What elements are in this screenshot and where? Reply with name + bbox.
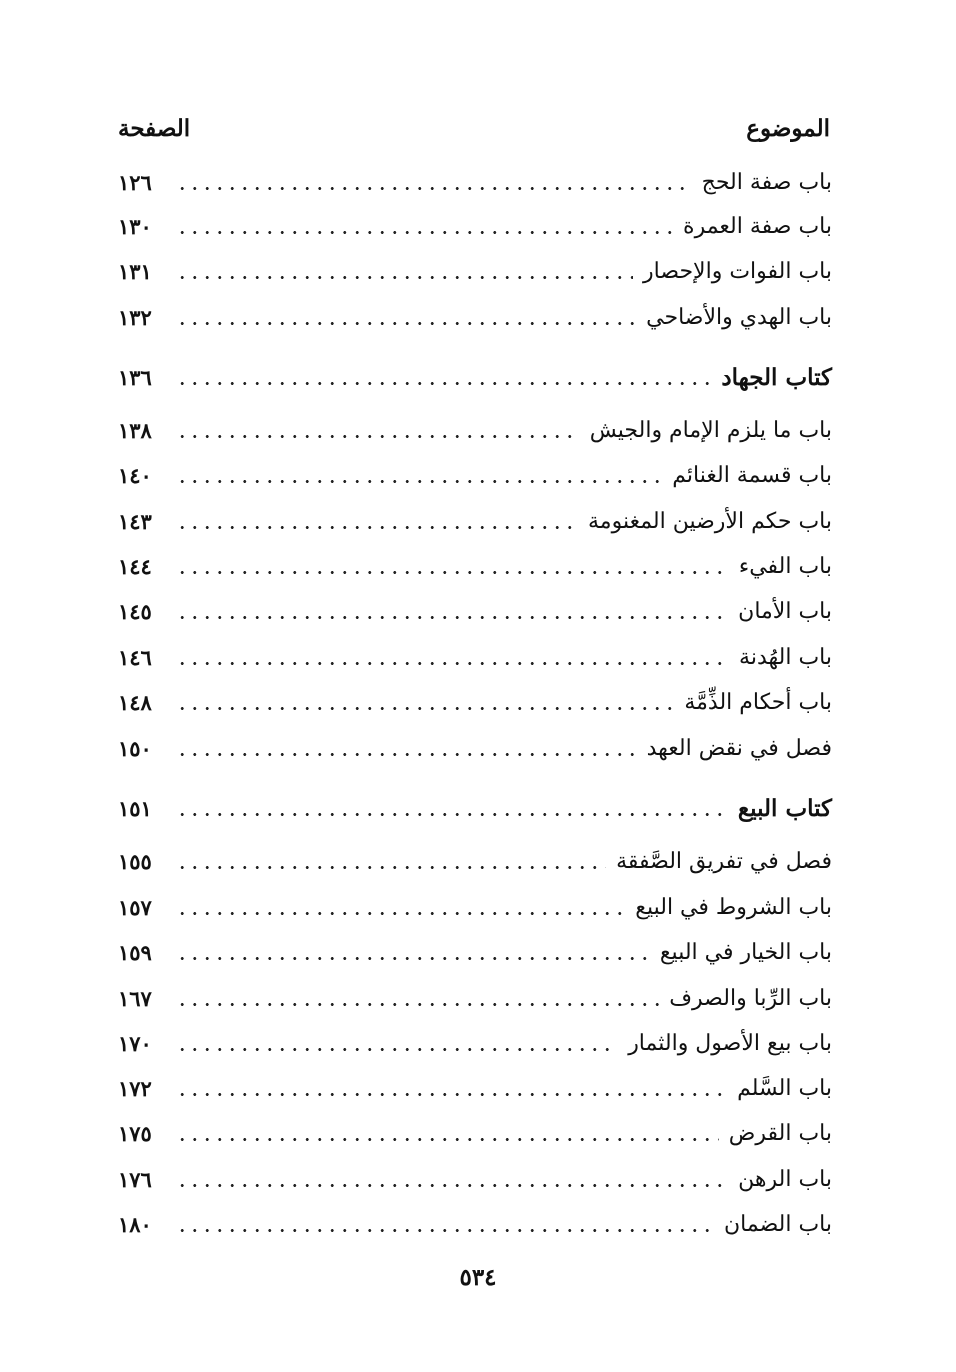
dot-leader (176, 276, 633, 279)
dot-leader (176, 480, 662, 483)
toc-entry-page: ١٥٠ (118, 735, 152, 761)
toc-entry-page: ١٣٢ (118, 304, 152, 330)
toc-entry (118, 251, 832, 291)
toc-entry-page: ١٢٦ (118, 169, 152, 195)
toc-entry-page: ١٣١ (118, 258, 152, 284)
toc-entry-page: ١٤٤ (118, 553, 152, 579)
dot-leader (176, 382, 711, 385)
dot-leader (176, 571, 729, 574)
toc-entry (118, 162, 832, 202)
dot-leader (176, 912, 625, 915)
toc-entry-title: باب الفيء (738, 553, 832, 579)
toc-entry-title: باب حكم الأرضين المغنومة (588, 508, 832, 534)
toc-entry (118, 206, 832, 246)
dot-leader (176, 187, 692, 190)
toc-entry (118, 1068, 832, 1108)
toc-entry (118, 501, 832, 541)
toc-entry-page: ١٧٥ (118, 1120, 152, 1146)
toc-entry-title: فصل في تفريق الصَّفقة (616, 848, 832, 874)
toc-entry-page: ١٥٩ (118, 939, 152, 965)
toc-entry-page: ١٤٣ (118, 508, 152, 534)
toc-entry-title: كتاب البيع (737, 794, 832, 822)
toc-entry (118, 887, 832, 927)
dot-leader (176, 753, 637, 756)
toc-book-heading (118, 357, 832, 397)
toc-entry (118, 932, 832, 972)
dot-leader (176, 707, 674, 710)
toc-book-heading (118, 788, 832, 828)
toc-entry-title: باب ما يلزم الإمام والجيش (589, 417, 832, 443)
toc-entry-title: باب السَّلم (737, 1075, 832, 1101)
toc-entry-page: ١٥٧ (118, 894, 152, 920)
dot-leader (176, 1184, 728, 1187)
toc-entry-page: ١٥٥ (118, 848, 152, 874)
toc-entry (118, 1159, 832, 1199)
toc-entry (118, 682, 832, 722)
dot-leader (176, 322, 636, 325)
toc-entry-page: ١٤٦ (118, 644, 152, 670)
page-number: ٥٣٤ (459, 1264, 497, 1291)
toc-entry-title: كتاب الجهاد (721, 363, 832, 391)
toc-entry-title: باب الرِّبا والصرف (669, 985, 832, 1011)
toc-entry (118, 1204, 832, 1244)
toc-entry (118, 978, 832, 1018)
toc-entry-page: ١٣٠ (118, 213, 152, 239)
dot-leader (176, 1093, 727, 1096)
toc-entry-title: باب الهُدنة (739, 644, 832, 670)
dot-leader (176, 526, 578, 529)
toc-entry (118, 841, 832, 881)
toc-entry-title: باب بيع الأصول والثمار (628, 1030, 832, 1056)
dot-leader (176, 1048, 618, 1051)
toc-entry-page: ١٧٢ (118, 1075, 152, 1101)
dot-leader (176, 1229, 714, 1232)
toc-entry-title: باب الشروط في البيع (635, 894, 832, 920)
toc-entry-page: ١٣٨ (118, 417, 152, 443)
toc-entry-title: فصل في نقض العهد (646, 735, 832, 761)
toc-entry-page: ١٤٠ (118, 462, 152, 488)
dot-leader (176, 616, 728, 619)
dot-leader (176, 231, 673, 234)
toc-entry-title: باب الفوات والإحصار (643, 258, 832, 284)
toc-entry (118, 1113, 832, 1153)
toc-entry-title: باب أحكام الذِّمَّة (684, 689, 832, 715)
dot-leader (176, 435, 580, 438)
toc-entry-title: باب الأمان (738, 598, 832, 624)
toc-entry (118, 297, 832, 337)
toc-entry (118, 546, 832, 586)
toc-entry (118, 728, 832, 768)
toc-entry-page: ١٤٥ (118, 598, 152, 624)
dot-leader (176, 1003, 659, 1006)
toc-entry (118, 455, 832, 495)
toc-entry-page: ١٧٠ (118, 1030, 152, 1056)
dot-leader (176, 1138, 719, 1141)
toc-entry-title: باب القرض (728, 1120, 832, 1146)
topic-column-label: الموضوع (746, 114, 830, 142)
toc-entry-title: باب الرهن (738, 1166, 832, 1192)
toc-entry-title: باب الهدي والأضاحي (646, 304, 832, 330)
toc-entry-page: ١٣٦ (118, 364, 152, 390)
toc-entry (118, 410, 832, 450)
toc-entry-page: ١٨٠ (118, 1211, 152, 1237)
toc-entry-page: ١٦٧ (118, 985, 152, 1011)
toc-entry-page: ١٤٨ (118, 689, 152, 715)
dot-leader (176, 866, 606, 869)
page-column-label: الصفحة (118, 114, 191, 142)
dot-leader (176, 662, 729, 665)
toc-entry-page: ١٥١ (118, 795, 152, 821)
toc-entry-title: باب صفة العمرة (683, 213, 832, 239)
toc-entry (118, 1023, 832, 1063)
dot-leader (176, 813, 728, 816)
toc-entry (118, 591, 832, 631)
toc-entry-page: ١٧٦ (118, 1166, 152, 1192)
toc-header (118, 108, 830, 148)
toc-entry-title: باب الخيار في البيع (659, 939, 832, 965)
toc-entry (118, 637, 832, 677)
toc-entry-title: باب الضمان (723, 1211, 832, 1237)
dot-leader (176, 957, 650, 960)
toc-entry-title: باب قسمة الغنائم (672, 462, 832, 488)
toc-entry-title: باب صفة الحج (701, 169, 832, 195)
